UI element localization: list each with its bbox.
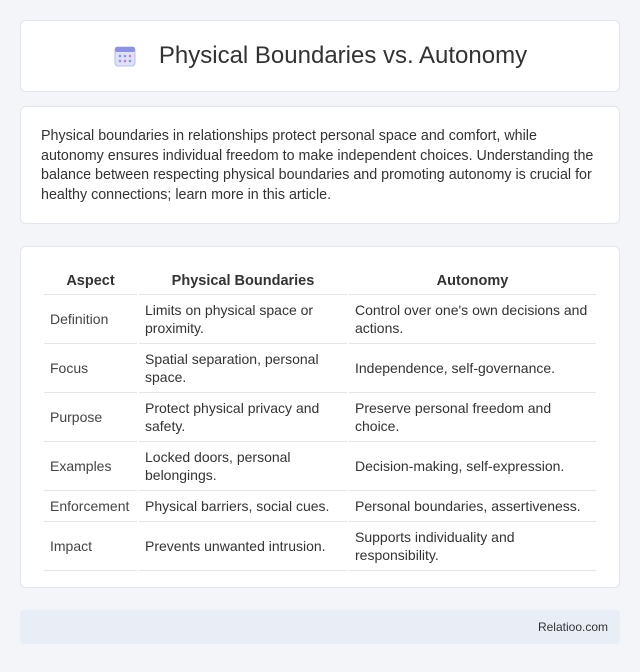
column-header-autonomy: Autonomy (349, 267, 596, 295)
row-autonomy: Control over one's own decisions and actions. (349, 295, 596, 344)
page-title: Physical Boundaries vs. Autonomy (158, 42, 528, 69)
title-card (20, 20, 620, 92)
row-autonomy: Personal boundaries, assertiveness. (349, 491, 596, 522)
row-physical: Spatial separation, personal space. (139, 344, 347, 393)
row-aspect: Definition (44, 295, 137, 344)
comparison-table (42, 267, 598, 571)
table-row (44, 491, 596, 522)
column-header-aspect: Aspect (44, 267, 137, 295)
row-physical: Limits on physical space or proximity. (139, 295, 347, 344)
row-autonomy: Supports individuality and responsibility. (349, 522, 596, 571)
row-physical: Physical barriers, social cues. (139, 491, 347, 522)
table-header-row (44, 267, 596, 295)
table-row (44, 295, 596, 344)
table-row (44, 393, 596, 442)
calendar-icon (113, 44, 137, 68)
intro-card (20, 106, 620, 224)
row-aspect: Enforcement (44, 491, 137, 522)
table-row (44, 442, 596, 491)
footer (20, 610, 620, 644)
row-physical: Protect physical privacy and safety. (139, 393, 347, 442)
row-autonomy: Preserve personal freedom and choice. (349, 393, 596, 442)
table-row (44, 344, 596, 393)
table-card (20, 246, 620, 588)
row-physical: Prevents unwanted intrusion. (139, 522, 347, 571)
row-physical: Locked doors, personal belongings. (139, 442, 347, 491)
row-autonomy: Decision-making, self-expression. (349, 442, 596, 491)
row-aspect: Focus (44, 344, 137, 393)
column-header-physical-boundaries: Physical Boundaries (139, 267, 347, 295)
row-aspect: Impact (44, 522, 137, 571)
footer-brand: Relatioo.com (537, 620, 608, 634)
row-autonomy: Independence, self-governance. (349, 344, 596, 393)
intro-text: Physical boundaries in relationships protect personal space and comfort, while autonomy ensures individual freedom to make independent choices. Understanding the balance between respecting physical boundaries and promoting autonomy is crucial for healthy connections; learn more in this article. (41, 128, 594, 203)
row-aspect: Purpose (44, 393, 137, 442)
table-row (44, 522, 596, 571)
row-aspect: Examples (44, 442, 137, 491)
